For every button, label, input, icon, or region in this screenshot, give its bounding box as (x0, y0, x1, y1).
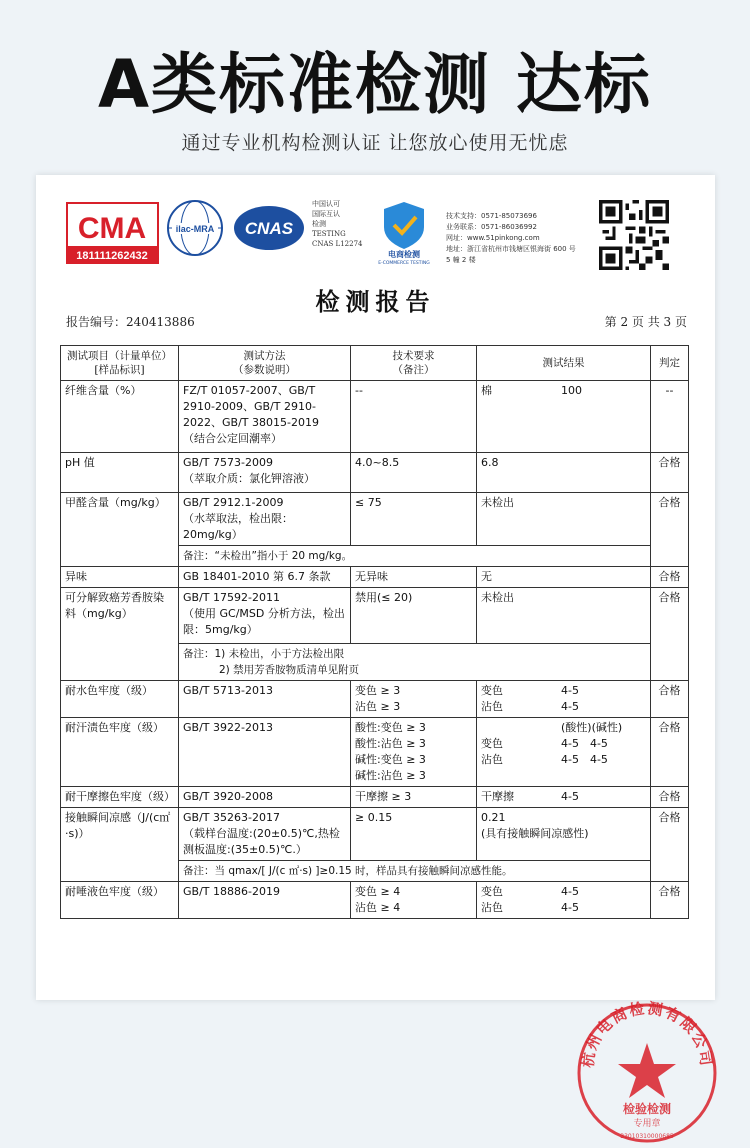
cell-requirement: 禁用(≤ 20) (351, 588, 477, 644)
stamp-outer-text: 杭州电商检测有限公司 (578, 999, 716, 1069)
hero-subtitle: 通过专业机构检测认证 让您放心使用无忧虑 (181, 132, 569, 154)
cma-number: 181111262432 (76, 250, 148, 262)
cell-requirement: 无异味 (351, 567, 477, 588)
cell-verdict: 合格 (651, 453, 689, 493)
cell-result: 未检出 (477, 588, 651, 644)
cell-result: 干摩擦 4-5 (477, 787, 651, 808)
official-seal-stamp (572, 998, 722, 1148)
table-row (61, 681, 689, 718)
test-results-table (60, 345, 689, 919)
cell-requirement: -- (351, 381, 477, 453)
cell-result: 未检出 (477, 493, 651, 546)
cell-item: 异味 (61, 567, 179, 588)
cell-verdict: -- (651, 381, 689, 453)
cell-verdict: 合格 (651, 718, 689, 787)
cell-item: 纤维含量（%） (61, 381, 179, 453)
contact-line: 业务联系：0571-86036992 (446, 223, 537, 231)
cell-result: (酸性)(碱性) 变色 4-5 4-5 沾色 4-5 4-5 (477, 718, 651, 787)
cma-text: CMA (77, 212, 147, 245)
cell-result: 变色 4-5 沾色 4-5 (477, 681, 651, 718)
stamp-inner-text-2: 专用章 (633, 1119, 661, 1129)
cnas-desc-line: 国际互认 (312, 210, 340, 218)
table-row (61, 588, 689, 644)
cell-verdict: 合格 (651, 493, 689, 567)
cell-item: 接触瞬间凉感（J/(c㎡·s)） (61, 808, 179, 882)
table-header-row (61, 346, 689, 381)
cell-method: GB/T 5713-2013 (179, 681, 351, 718)
cell-requirement: 4.0~8.5 (351, 453, 477, 493)
cell-method: GB/T 7573-2009 （萃取介质：氯化钾溶液） (179, 453, 351, 493)
table-row (61, 453, 689, 493)
contact-info (446, 211, 576, 266)
table-row (61, 718, 689, 787)
cell-result: 0.21 (具有接触瞬间凉感性) (477, 808, 651, 861)
cell-method: GB/T 17592-2011 （使用 GC/MSD 分析方法，检出限：5mg/kg） (179, 588, 351, 644)
table-row (61, 787, 689, 808)
header-verdict: 判定 (651, 346, 689, 381)
cell-result: 无 (477, 567, 651, 588)
cell-requirement: ≤ 75 (351, 493, 477, 546)
cell-item: pH 值 (61, 453, 179, 493)
page-number: 第 2 页 共 3 页 (604, 315, 687, 329)
cell-method: GB/T 2912.1-2009 （水萃取法，检出限：20mg/kg） (179, 493, 351, 546)
cell-result: 棉 100 (477, 381, 651, 453)
cell-method: GB/T 3920-2008 (179, 787, 351, 808)
table-row (61, 808, 689, 861)
contact-line: 地址：浙江省杭州市钱塘区银海街 600 号 (446, 245, 576, 253)
table-row (61, 381, 689, 453)
cell-method: GB/T 3922-2013 (179, 718, 351, 787)
cell-note: 备注：当 qmax/[ J/(c ㎡·s) ]≥0.15 时，样品具有接触瞬间凉感性能。 (179, 861, 651, 882)
cell-requirement: 变色 ≥ 4 沾色 ≥ 4 (351, 882, 477, 919)
cell-method: GB/T 35263-2017 （载样台温度:(20±0.5)℃,热检测板温度:(35±0.5)℃.） (179, 808, 351, 861)
cell-result: 6.8 (477, 453, 651, 493)
qr-code[interactable] (599, 200, 669, 270)
cell-note: 备注：“未检出”指小于 20 mg/kg。 (179, 546, 651, 567)
header-item: 测试项目（计量单位） [样品标识] (61, 346, 179, 381)
table-row (61, 567, 689, 588)
ec-sub: E-COMMERCE TESTING (378, 261, 430, 265)
cell-requirement: 变色 ≥ 3 沾色 ≥ 3 (351, 681, 477, 718)
cell-requirement: 酸性:变色 ≥ 3 酸性:沾色 ≥ 3 碱性:变色 ≥ 3 碱性:沾色 ≥ 3 (351, 718, 477, 787)
contact-line: 网址：www.51pinkong.com (446, 234, 540, 242)
cell-note: 备注：1) 未检出，小于方法检出限 2) 禁用芳香胺物质清单见附页 (179, 644, 651, 681)
header-result: 测试结果 (477, 346, 651, 381)
cell-requirement: ≥ 0.15 (351, 808, 477, 861)
ilac-mra-logo (166, 198, 224, 258)
cnas-desc-line: 检测 (312, 220, 326, 228)
ilac-text: ilac-MRA (175, 224, 215, 234)
cell-requirement: 干摩擦 ≥ 3 (351, 787, 477, 808)
hero-title: A类标准检测 达标 (97, 46, 653, 123)
cell-result: 变色 4-5 沾色 4-5 (477, 882, 651, 919)
cnas-desc-line: 中国认可 (312, 200, 340, 208)
cell-item: 可分解致癌芳香胺染料（mg/kg） (61, 588, 179, 681)
cell-method: GB 18401-2010 第 6.7 条款 (179, 567, 351, 588)
contact-line: 5 幢 2 楼 (446, 256, 476, 264)
cell-verdict: 合格 (651, 808, 689, 882)
contact-line: 技术支持：0571-85073696 (446, 212, 537, 220)
report-number: 报告编号：240413886 (66, 315, 195, 329)
cnas-description (312, 199, 362, 249)
header-method: 测试方法 （参数说明） (179, 346, 351, 381)
cnas-text: CNAS (244, 219, 294, 238)
ecommerce-testing-logo (374, 199, 434, 265)
stamp-inner-text: 检验检测 (622, 1102, 672, 1116)
report-title: 检测报告 (315, 287, 436, 316)
cell-verdict: 合格 (651, 567, 689, 588)
cnas-desc-line: CNAS L12274 (312, 240, 363, 248)
cell-method: FZ/T 01057-2007、GB/T 2910-2009、GB/T 2910-2022、GB/T 38015-2019 （结合公定回潮率） (179, 381, 351, 453)
report-paper (36, 175, 716, 1140)
cell-verdict: 合格 (651, 787, 689, 808)
cma-logo (66, 202, 159, 264)
table-row (61, 493, 689, 546)
cell-item: 甲醛含量（mg/kg） (61, 493, 179, 567)
cell-verdict: 合格 (651, 681, 689, 718)
cell-method: GB/T 18886-2019 (179, 882, 351, 919)
cell-verdict: 合格 (651, 882, 689, 919)
cell-item: 耐干摩擦色牢度（级） (61, 787, 179, 808)
cell-item: 耐水色牢度（级） (61, 681, 179, 718)
table-row (61, 882, 689, 919)
cnas-logo (232, 203, 306, 253)
cell-verdict: 合格 (651, 588, 689, 681)
cnas-desc-line: TESTING (312, 230, 346, 238)
cell-item: 耐唾液色牢度（级） (61, 882, 179, 919)
stamp-code: 33010310000685 (620, 1133, 674, 1140)
cell-item: 耐汗渍色牢度（级） (61, 718, 179, 787)
header-requirement: 技术要求 （备注） (351, 346, 477, 381)
ec-label: 电商检测 (388, 250, 420, 259)
